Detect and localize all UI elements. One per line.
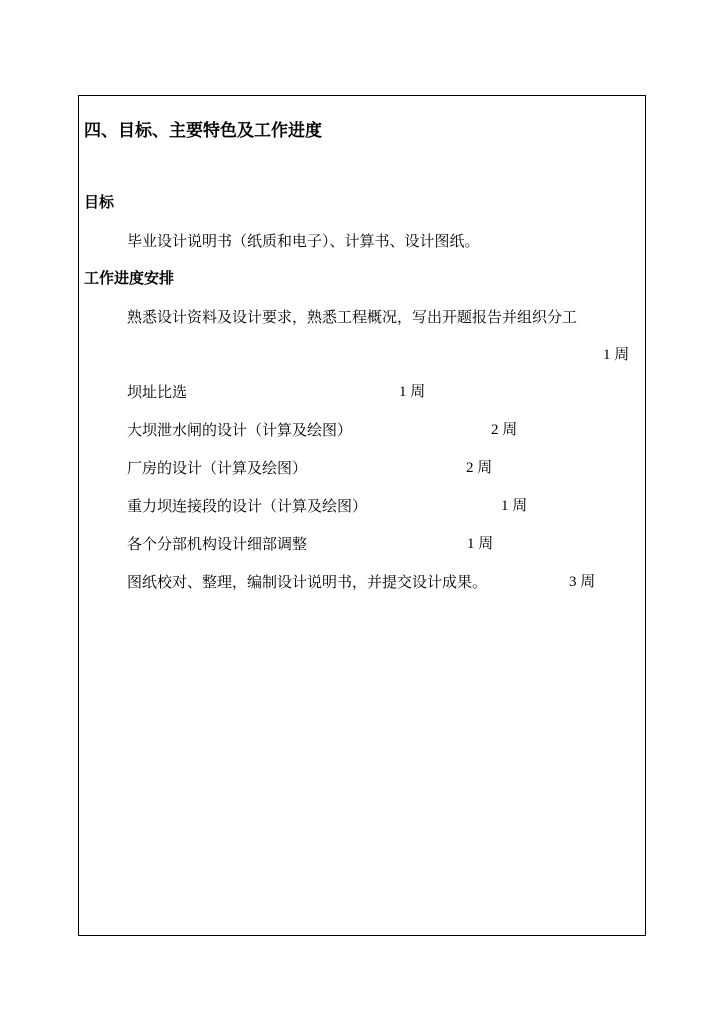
task-1-label: 熟悉设计资料及设计要求，熟悉工程概况，写出开题报告并组织分工	[127, 308, 578, 326]
section-heading: 四、目标、主要特色及工作进度	[84, 121, 322, 141]
task-2-duration: 1 周	[399, 384, 426, 400]
task-1-duration: 1 周	[603, 347, 630, 363]
form-frame	[78, 95, 646, 936]
task-7-duration: 3 周	[569, 574, 596, 590]
goal-text: 毕业设计说明书（纸质和电子）、计算书、设计图纸。	[127, 232, 480, 250]
task-4-duration: 2 周	[466, 460, 493, 476]
task-5-duration: 1 周	[501, 498, 528, 514]
task-2-label: 坝址比选	[127, 383, 188, 401]
task-3-label: 大坝泄水闸的设计（计算及绘图）	[127, 421, 353, 439]
task-6-label: 各个分部机构设计细部调整	[127, 535, 308, 553]
task-3-duration: 2 周	[491, 422, 518, 438]
task-4-label: 厂房的设计（计算及绘图）	[127, 459, 308, 477]
task-5-label: 重力坝连接段的设计（计算及绘图）	[127, 497, 368, 515]
goal-heading: 目标	[84, 193, 115, 211]
task-6-duration: 1 周	[467, 536, 494, 552]
task-7-label: 图纸校对、整理，编制设计说明书，并提交设计成果。	[127, 573, 488, 591]
schedule-heading: 工作进度安排	[84, 269, 175, 287]
